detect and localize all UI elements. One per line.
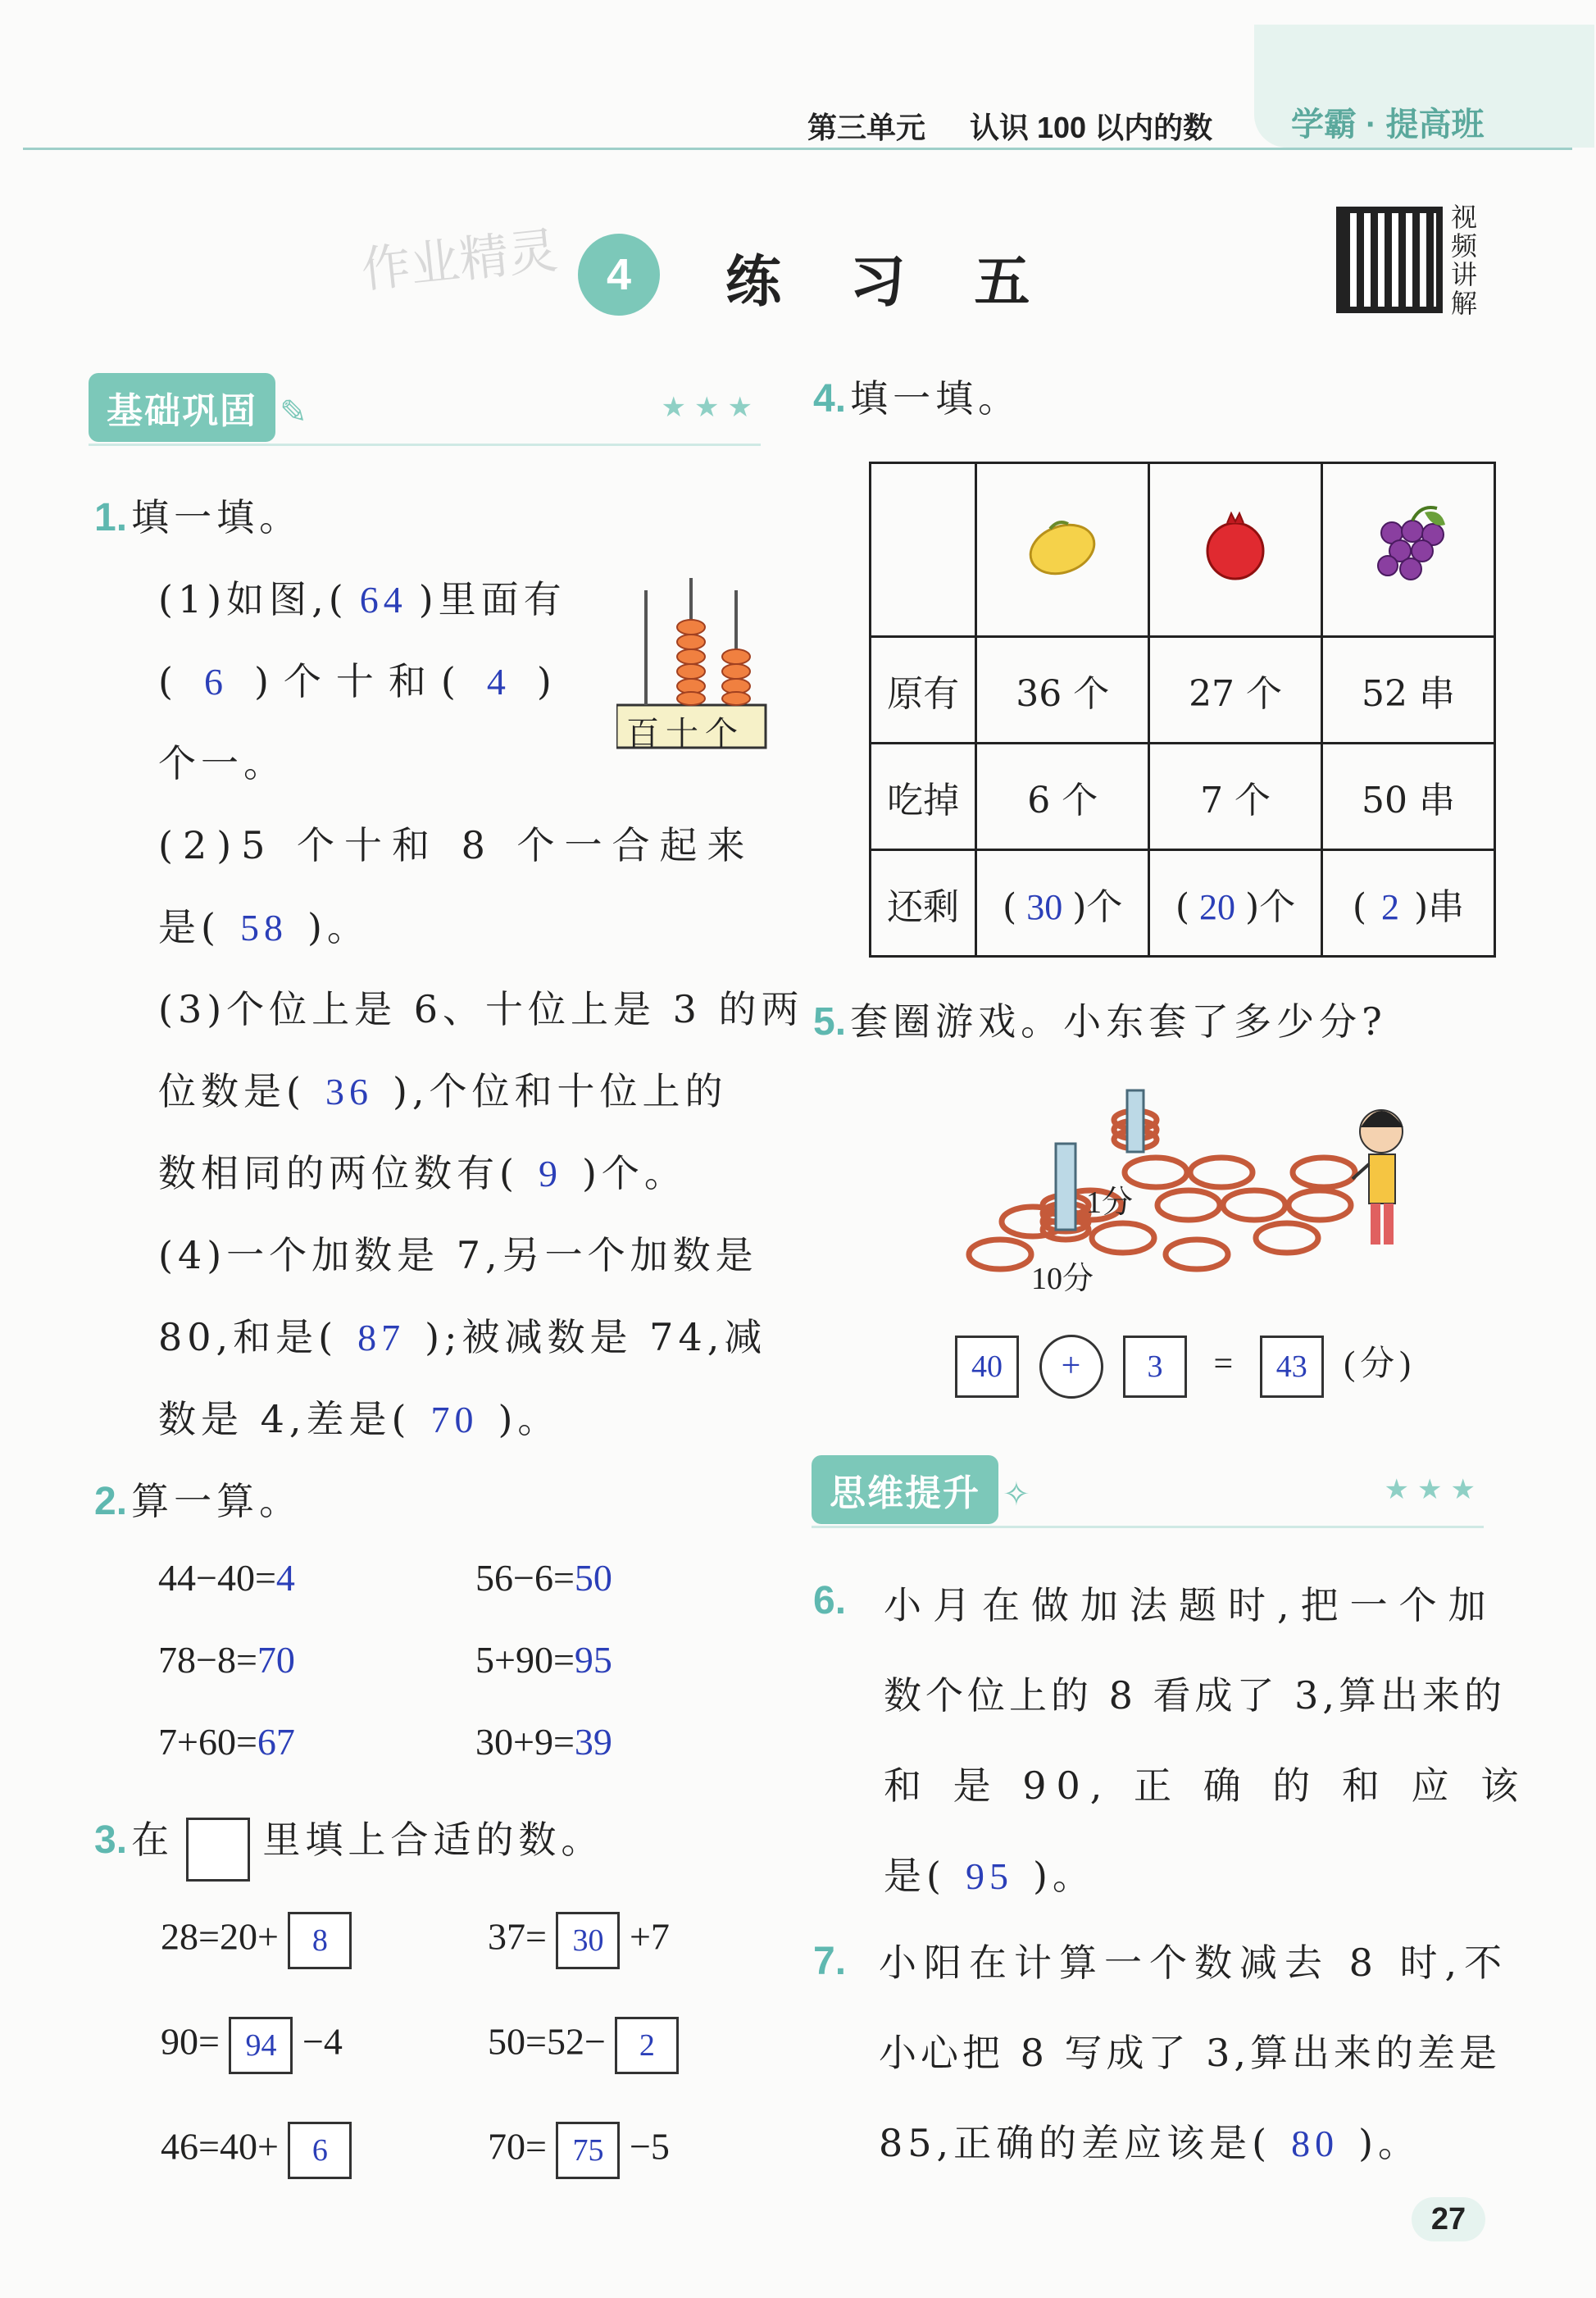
text: ),个位和十位上的 [392, 1069, 728, 1113]
section-rule [812, 1526, 1484, 1528]
text: 80,和是( [158, 1315, 339, 1359]
q1-p3-line2 [158, 1062, 728, 1116]
answer: 70 [430, 1399, 479, 1440]
qr-code[interactable] [1336, 207, 1443, 313]
q3-title-a: 在 [131, 1818, 175, 1862]
abacus-label: 百十个 [626, 715, 744, 753]
q1-p4-line3 [158, 1390, 560, 1444]
section-basic [89, 373, 761, 446]
expr: 7+60= [158, 1721, 257, 1763]
q3-item [488, 2122, 670, 2179]
q5-number: 5. [813, 1000, 847, 1044]
text: ( [158, 659, 188, 703]
equals: = [1213, 1345, 1234, 1383]
answer: 95 [965, 1855, 1013, 1897]
section-advanced [812, 1455, 1484, 1528]
operator: + [1061, 1347, 1081, 1385]
text: );被减数是 74,减 [425, 1315, 767, 1359]
row-label: 吃掉 [871, 744, 976, 850]
answer-box: 8 [288, 1912, 352, 1969]
header-topic: 认识 100 以内的数 [970, 111, 1213, 144]
q2-number: 2. [94, 1480, 128, 1523]
answer: 70 [257, 1639, 295, 1681]
lesson-number-badge [578, 234, 660, 316]
text: 85,正确的差应该是( [879, 2121, 1272, 2165]
stars-icon: ★★★ [661, 391, 761, 424]
q1-p3-line3 [158, 1144, 687, 1198]
text: 28=20+ [161, 1915, 279, 1958]
q1 [94, 488, 302, 542]
answer: 95 [574, 1639, 612, 1681]
answer: 87 [357, 1317, 406, 1358]
q7 [813, 1939, 846, 1984]
q3-item [161, 2017, 343, 2074]
text: 是( [158, 905, 221, 949]
text: )。 [1358, 2121, 1421, 2165]
rings-illustration [951, 1082, 1410, 1287]
unit: 串 [1428, 885, 1465, 928]
q3-item [161, 1912, 352, 1969]
q2-item [158, 1556, 295, 1599]
q2-item [475, 1556, 612, 1599]
q3-number: 3. [94, 1818, 128, 1862]
answer-box: 6 [288, 2122, 352, 2179]
remain-cell: ( 30 )个 [976, 850, 1149, 957]
section-rule [89, 444, 761, 446]
table-corner [871, 463, 976, 637]
q5 [813, 992, 1387, 1046]
operator-circle [1039, 1335, 1103, 1399]
q1-p4-line1: (4)一个加数是 7,另一个加数是 [158, 1233, 758, 1277]
table-cell: 27 个 [1149, 637, 1322, 744]
text: 90= [161, 2020, 220, 2063]
label-10-points: 10分 [1031, 1262, 1094, 1296]
answer: 30 [1026, 886, 1063, 927]
text: 数是 4,差是( [158, 1397, 412, 1441]
ring-toss-image [951, 1082, 1410, 1296]
expr: 5+90= [475, 1639, 575, 1681]
pencil-icon: ✎ [280, 394, 307, 431]
q1-title: 填一填。 [131, 495, 302, 539]
row-label: 还剩 [871, 850, 976, 957]
q6-line2: 数个位上的 8 看成了 3,算出来的 [884, 1673, 1507, 1718]
page-number: 27 [1412, 2197, 1485, 2241]
q6-line3: 和 是 90, 正 确 的 和 应 该 [884, 1763, 1529, 1808]
q1-p3-line1: (3)个位上是 6、十位上是 3 的两 [158, 987, 804, 1031]
q2 [94, 1472, 302, 1526]
q1-p1-line1 [158, 570, 566, 624]
q4 [813, 369, 1021, 423]
header-brand: 学霸 · 提高班 [1291, 107, 1485, 143]
table-cell: 50 串 [1321, 744, 1494, 850]
q7-line1: 小阳在计算一个数减去 8 时,不 [879, 1941, 1510, 1985]
q5-equation [955, 1335, 1416, 1399]
answer-box: 30 [556, 1912, 620, 1969]
answer-box: 43 [1260, 1336, 1324, 1398]
q4-table [869, 462, 1496, 958]
text: −5 [629, 2125, 670, 2168]
header [0, 0, 1596, 156]
answer: 58 [239, 907, 288, 949]
q1-p1-line3: 个一。 [158, 741, 286, 785]
q1-p2-line1: (2)5 个十和 8 个一合起来 [158, 823, 755, 867]
q7-line3 [879, 2114, 1421, 2168]
q1-p1-line2 [158, 652, 566, 706]
lesson-title: 练 习 五 [725, 249, 1055, 315]
text: (1)如图,( [158, 577, 348, 621]
text: +7 [629, 1915, 670, 1958]
remain-cell: ( 2 )串 [1321, 850, 1494, 957]
pomegranate-icon [1149, 463, 1322, 637]
q3-item [488, 1912, 670, 1969]
answer: 36 [325, 1071, 373, 1113]
q1-number: 1. [94, 496, 128, 539]
expr: 30+9= [475, 1721, 575, 1763]
section-advanced-title: 思维提升 [812, 1455, 998, 1524]
answer: 20 [1199, 886, 1236, 927]
text: )个。 [581, 1151, 687, 1195]
q7-number: 7. [813, 1940, 847, 1983]
answer: 4 [486, 661, 521, 703]
grape-icon [1321, 463, 1494, 637]
answer: 2 [1380, 886, 1399, 927]
q4-title: 填一填。 [850, 376, 1021, 421]
table-cell: 6 个 [976, 744, 1149, 850]
expr: 44−40= [158, 1557, 276, 1599]
sparkle-icon: ✧ [1003, 1476, 1030, 1513]
answer: 64 [359, 579, 407, 621]
q2-item [475, 1720, 612, 1763]
row-label: 原有 [871, 637, 976, 744]
text: 50=52− [488, 2020, 606, 2063]
unit: 个 [1259, 885, 1296, 928]
answer: 50 [574, 1557, 612, 1599]
q3 [94, 1810, 603, 1882]
table-cell: 36 个 [976, 637, 1149, 744]
table-cell: 7 个 [1149, 744, 1322, 850]
answer-box: 2 [615, 2017, 679, 2074]
text: )个十和( [253, 659, 471, 703]
answer: 6 [203, 661, 238, 703]
text: ) [536, 659, 566, 703]
unit: (分) [1344, 1345, 1416, 1383]
q7-line2: 小心把 8 写成了 3,算出来的差是 [879, 2031, 1502, 2075]
label-1-point: 1分 [1086, 1185, 1134, 1220]
watermark: 作业精灵 [358, 222, 561, 298]
q5-title: 套圈游戏。小东套了多少分? [850, 999, 1387, 1044]
text: )里面有 [418, 577, 566, 621]
section-basic-title: 基础巩固 [89, 373, 275, 442]
q6-number: 6. [813, 1579, 847, 1622]
table-cell: 52 串 [1321, 637, 1494, 744]
header-unit: 第三单元 [807, 111, 926, 144]
answer: 4 [275, 1557, 295, 1599]
answer: 39 [574, 1721, 612, 1763]
qr-label: 视频讲解 [1451, 202, 1478, 319]
answer: 9 [538, 1153, 562, 1195]
q3-item [161, 2122, 352, 2179]
expr: 56−6= [475, 1557, 575, 1599]
remain-cell: ( 20 )个 [1149, 850, 1322, 957]
text: −4 [302, 2020, 343, 2063]
answer: 80 [1291, 2123, 1339, 2164]
q3-title-b: 里填上合适的数。 [262, 1818, 604, 1862]
lesson-number: 4 [606, 250, 632, 299]
mango-icon [976, 463, 1149, 637]
answer-box: 94 [229, 2017, 293, 2074]
text: 位数是( [158, 1069, 306, 1113]
q6-line1: 小月在做加法题时,把一个加 [884, 1583, 1498, 1627]
answer-box: 3 [1123, 1336, 1187, 1398]
q2-title: 算一算。 [131, 1479, 302, 1523]
unit: 个 [1086, 885, 1123, 928]
header-rule [23, 148, 1572, 150]
answer: 67 [257, 1721, 295, 1763]
q6-line4 [884, 1846, 1095, 1900]
q4-number: 4. [813, 377, 847, 421]
blank-box [186, 1818, 250, 1882]
text: 是( [884, 1854, 946, 1898]
abacus-image [616, 574, 768, 753]
text: )。 [307, 905, 370, 949]
text: 46=40+ [161, 2125, 279, 2168]
q6 [813, 1578, 846, 1623]
text: 70= [488, 2125, 547, 2168]
text: 37= [488, 1915, 547, 1958]
answer-box: 40 [955, 1336, 1019, 1398]
q1-p4-line2 [158, 1308, 766, 1362]
text: 数相同的两位数有( [158, 1151, 519, 1195]
q2-item [475, 1638, 612, 1681]
answer-box: 75 [556, 2122, 620, 2179]
q3-item [488, 2017, 679, 2074]
expr: 78−8= [158, 1639, 257, 1681]
q2-item [158, 1638, 295, 1681]
q1-p2-line2 [158, 898, 370, 952]
stars-icon: ★★★ [1384, 1473, 1484, 1506]
text: )。 [1032, 1854, 1095, 1898]
q2-item [158, 1720, 295, 1763]
text: )。 [498, 1397, 561, 1441]
